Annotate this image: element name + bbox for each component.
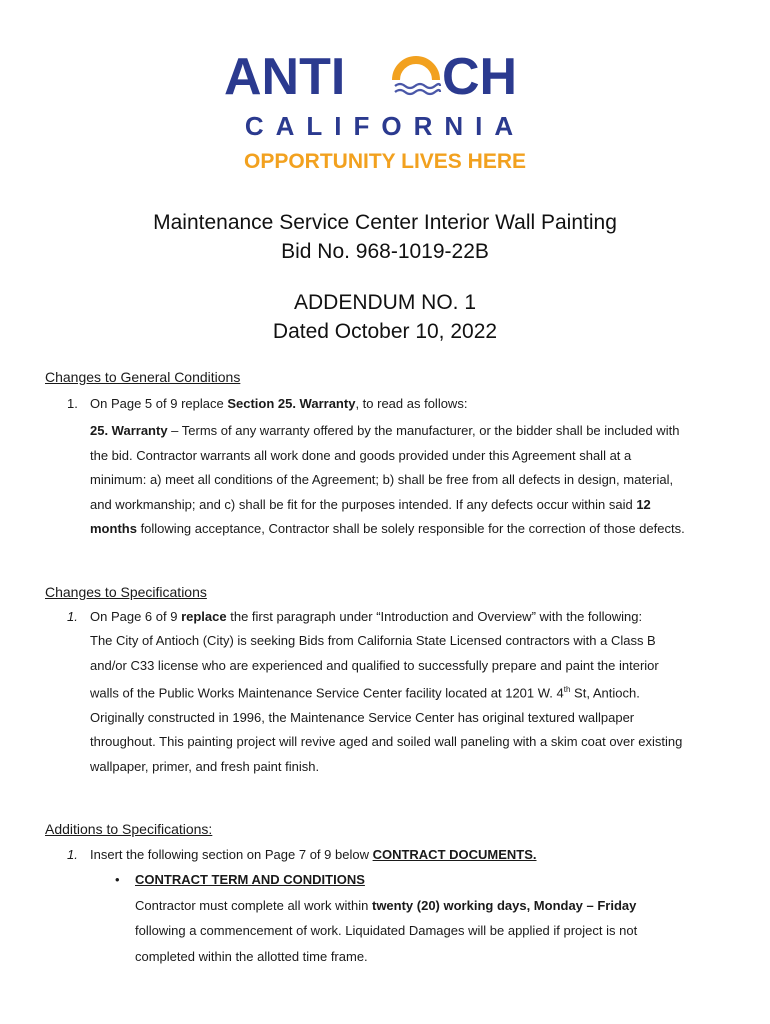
paragraph-line: wallpaper, primer, and fresh paint finish. [90, 758, 320, 774]
introduction-paragraph [45, 629, 735, 779]
paragraph-bold: twenty (20) working days, Monday – Friday [371, 897, 637, 913]
warranty-line [45, 517, 735, 541]
warranty-line: minimum: a) meet all conditions of the Agreement; b) shall be free from all defects in design, material, [90, 472, 674, 488]
general-conditions-heading: Changes to General Conditions [45, 369, 241, 385]
paragraph-text: St, Antioch. [570, 685, 640, 701]
paragraph-text: Contractor must complete all work within [135, 897, 372, 913]
contract-documents-link-text: CONTRACT DOCUMENTS. [372, 847, 537, 862]
antioch-logo-graphic [220, 44, 550, 176]
item-text: On Page 6 of 9 [90, 609, 182, 624]
specifications-heading: Changes to Specifications [45, 584, 207, 600]
warranty-bold: 12 [636, 496, 651, 512]
list-item [45, 392, 735, 416]
item-bold-text: Section 25. Warranty [227, 396, 356, 411]
logo-state: CALIFORNIA [244, 111, 526, 141]
bullet-icon: • [115, 872, 120, 888]
item-text: Insert the following section on Page 7 of 9 below [90, 847, 373, 862]
item-text: On Page 5 of 9 replace [90, 396, 228, 411]
warranty-title: 25. Warranty [90, 423, 168, 439]
item-number: 1. [67, 847, 78, 862]
addendum-number: ADDENDUM NO. 1 [293, 291, 477, 314]
project-title: Maintenance Service Center Interior Wall Painting [153, 211, 617, 234]
bullet-item [45, 868, 735, 892]
logo-city-left: ANTI [224, 48, 346, 106]
specifications-section [45, 582, 735, 779]
paragraph-text: walls of the Public Works Maintenance Service Center facility located at 1201 W. 4 [90, 685, 564, 701]
list-item [45, 843, 735, 867]
paragraph-line: completed within the allotted time frame. [135, 948, 368, 964]
bid-number: Bid No. 968-1019-22B [281, 240, 489, 263]
sun-icon [395, 60, 440, 94]
paragraph-line [45, 678, 735, 706]
ordinal-suffix: th [563, 685, 571, 695]
warranty-text: following acceptance, Contractor shall be solely responsible for the correction of those defects. [136, 521, 685, 537]
logo-city-right: CH [442, 48, 518, 106]
paragraph-line: The City of Antioch (City) is seeking Bids from California State Licensed contractors with a Class B [90, 633, 656, 649]
item-text: , to read as follows: [355, 396, 468, 411]
warranty-bold: months [90, 521, 137, 537]
item-bold-text: replace [181, 609, 227, 624]
paragraph-line: throughout. This painting project will revive aged and soiled wall paneling with a skim coat over existing [90, 734, 683, 750]
item-number: 1. [67, 396, 78, 411]
warranty-line [45, 493, 735, 517]
addendum-date: Dated October 10, 2022 [272, 320, 498, 343]
bullet-title: CONTRACT TERM AND CONDITIONS [135, 872, 365, 888]
additions-heading: Additions to Specifications: [45, 821, 213, 837]
warranty-line [45, 419, 735, 443]
addendum-header [0, 288, 770, 346]
paragraph-line: and/or C33 license who are experienced and qualified to successfully prepare and paint the interior [90, 657, 659, 673]
warranty-text: and workmanship; and c) shall be fit for the purposes intended. If any defects occur within said [90, 496, 637, 512]
logo-tagline: OPPORTUNITY LIVES HERE [244, 150, 526, 173]
warranty-line: the bid. Contractor warrants all work done and goods provided under this Agreement shall at a [90, 447, 632, 463]
warranty-text: – Terms of any warranty offered by the manufacturer, or the bidder shall be included with [167, 423, 680, 439]
general-conditions-section [45, 367, 735, 541]
list-item [45, 605, 735, 629]
paragraph-line: following a commencement of work. Liquidated Damages will be applied if project is not [135, 923, 638, 939]
warranty-paragraph [45, 419, 735, 541]
city-logo [0, 44, 770, 176]
paragraph-line: Originally constructed in 1996, the Maintenance Service Center has original textured wallpaper [90, 709, 635, 725]
item-number: 1. [67, 609, 78, 624]
document-title [0, 208, 770, 266]
additions-section [45, 819, 735, 969]
item-text: the first paragraph under “Introduction and Overview” with the following: [226, 609, 643, 624]
paragraph-line [45, 893, 735, 918]
